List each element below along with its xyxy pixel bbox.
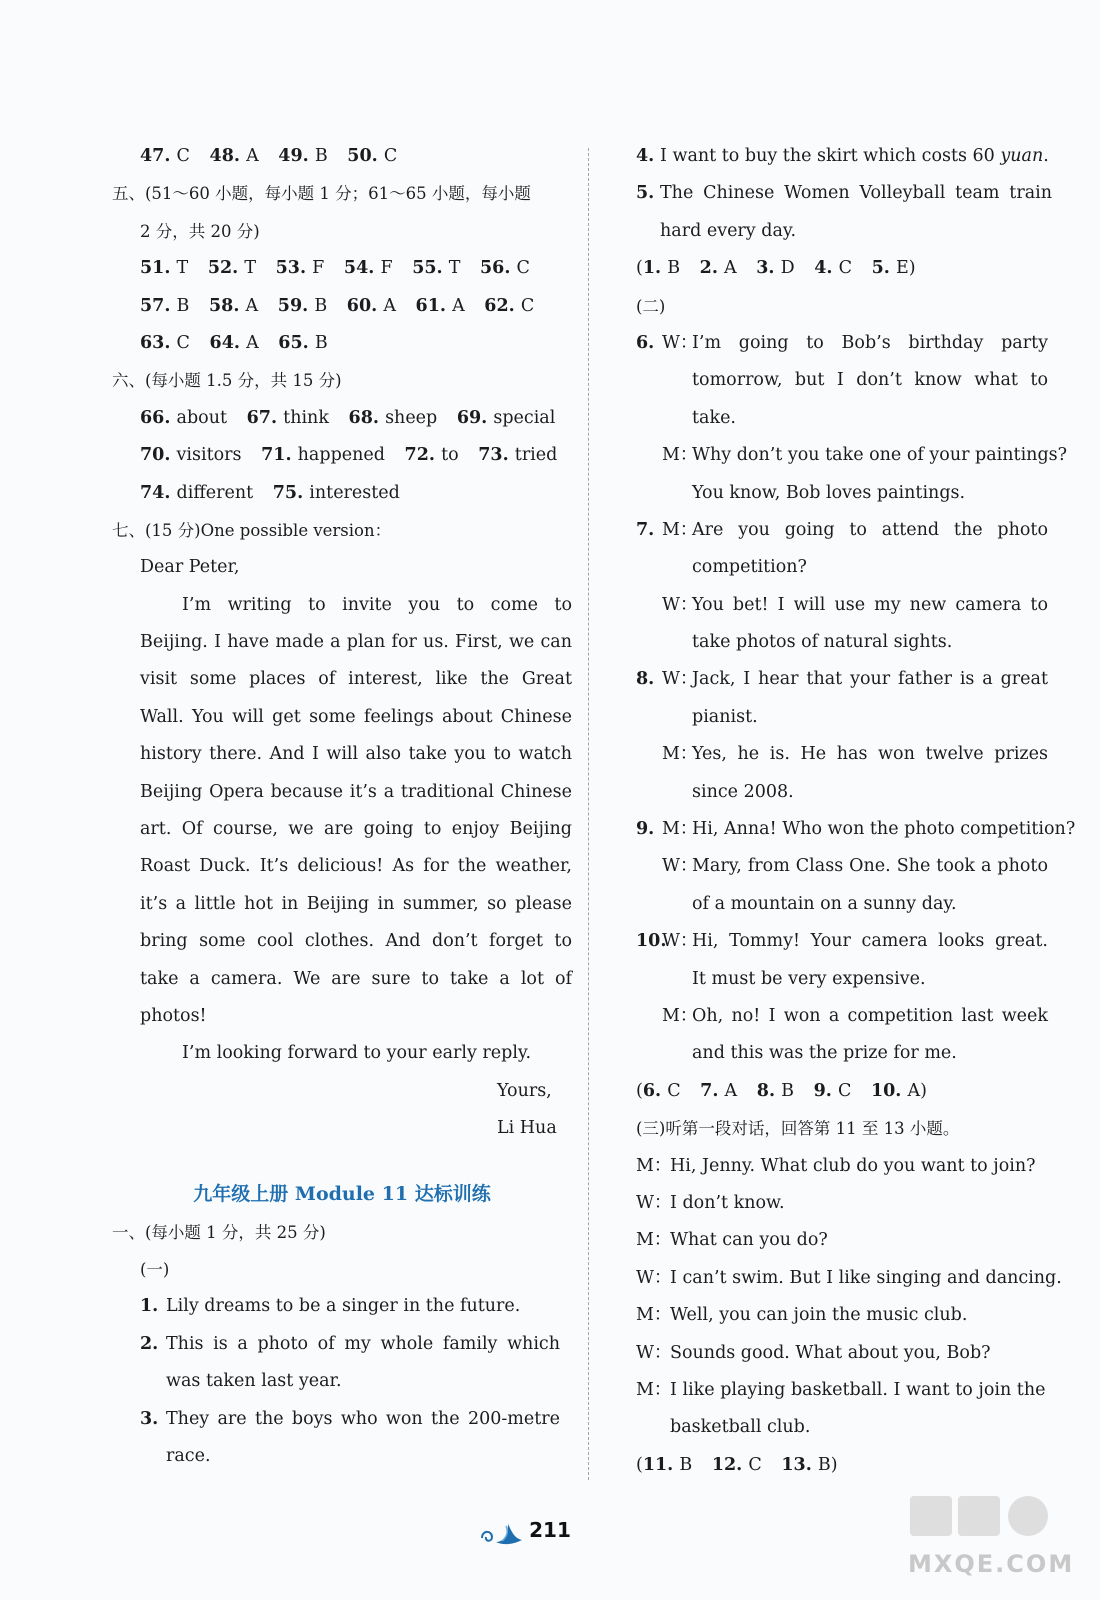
dialog-text: Hi, Anna! Who won the photo competition? (692, 819, 1076, 840)
dialog-speaker: M： (636, 1305, 672, 1326)
dialog-speaker: M： (662, 519, 698, 540)
watermark-logo (904, 1492, 1074, 1582)
dialog-line (636, 475, 1072, 512)
answer-row-74: 74. different 75. interested (140, 482, 400, 503)
letter-closing-line: I’m looking forward to your early reply. (182, 1043, 532, 1064)
dialog-speaker: M： (636, 1230, 672, 1251)
question-4: 4. I want to buy the skirt which costs 60 yuan. (636, 146, 1049, 166)
dialog-number: 9. (636, 819, 655, 840)
dialog-line (636, 512, 1072, 549)
dialog-part-3 (636, 1148, 1072, 1447)
dialog-line (636, 699, 1072, 736)
dialog-text: and this was the prize for me. (692, 1043, 957, 1064)
question-2: 2. This is a photo of my whole family which (140, 1333, 560, 1354)
dialog-speaker: M： (662, 445, 698, 466)
dialog-speaker: W： (662, 669, 698, 690)
dialog-text: It must be very expensive. (692, 968, 926, 989)
dialog-speaker: W： (662, 856, 698, 877)
watermark-text: MXQE.COM (908, 1550, 1074, 1578)
dialog-text: tomorrow, but I don’t know what to (692, 370, 1048, 391)
answer-row-70: 70. visitors 71. happened 72. to 73. tried (140, 445, 558, 466)
dialog-speaker: W： (636, 1342, 672, 1363)
dialog-text: Mary, from Class One. She took a photo (692, 856, 1048, 877)
column-divider (588, 148, 589, 1480)
dialog-line (636, 736, 1072, 773)
dialog-line (636, 961, 1072, 998)
dialog-text: Hi, Jenny. What club do you want to join? (670, 1155, 1036, 1176)
dialog-line (636, 400, 1072, 437)
page-number: 211 (529, 1518, 571, 1542)
dialog-line (636, 1409, 1072, 1446)
dialog-text: since 2008. (692, 781, 794, 802)
dialog-line (636, 1185, 1072, 1222)
dialog-speaker: M： (636, 1155, 672, 1176)
letter-line: I’m writing to invite you to come to (182, 594, 572, 615)
letter-line: Beijing Opera because it’s a traditional Chinese (140, 781, 572, 802)
dialog-line (636, 624, 1072, 661)
dialog-speaker: W： (636, 1267, 672, 1288)
dialog-line (636, 998, 1072, 1035)
dialog-part-2 (636, 325, 1076, 1073)
dialog-text: Why don’t you take one of your paintings? (692, 445, 1068, 466)
dialog-text: What can you do? (670, 1230, 828, 1251)
dialog-text: I like playing basketball. I want to join the (670, 1379, 1046, 1400)
dialog-line (636, 1372, 1072, 1409)
letter-line: bring some cool clothes. And don’t forget to (140, 931, 572, 952)
dialog-text: of a mountain on a sunny day. (692, 893, 957, 914)
question-5: 5. The Chinese Women Volleyball team train (636, 183, 1052, 204)
dialog-speaker: W： (636, 1192, 672, 1213)
question-5-cont: hard every day. (660, 220, 797, 241)
dialog-number: 8. (636, 669, 655, 690)
dialog-speaker: M： (662, 744, 698, 765)
dialog-text: Oh, no! I won a competition last week (692, 1005, 1048, 1026)
dialog-line (636, 848, 1072, 885)
dialog-number: 10. (636, 931, 667, 952)
dialog-text: Yes, he is. He has won twelve prizes (692, 744, 1048, 765)
letter-line: history there. And I will also take you to watch (140, 744, 572, 765)
dialog-line (636, 437, 1072, 474)
dialog-speaker: W： (662, 594, 698, 615)
letter-line: Roast Duck. It’s delicious! As for the weather, (140, 856, 572, 877)
section-6-heading: 六、(每小题 1.5 分，共 15 分) (112, 371, 342, 391)
dialog-text: basketball club. (670, 1417, 811, 1438)
dialog-speaker: M： (662, 819, 698, 840)
part-2-label: (二) (636, 296, 666, 316)
letter-signature: Li Hua (497, 1118, 557, 1139)
question-3: 3. They are the boys who won the 200-metre (140, 1408, 560, 1429)
dialog-text: I’m going to Bob’s birthday party (692, 332, 1048, 353)
letter-line: Beijing. I have made a plan for us. First, we can (140, 632, 572, 653)
dialog-speaker: W： (662, 931, 698, 952)
part-3-label: (三)听第一段对话，回答第 11 至 13 小题。 (636, 1119, 960, 1139)
section-7-heading: 七、(15 分)One possible version： (112, 520, 392, 540)
answers-part-2: (6. C 7. A 8. B 9. C 10. A) (636, 1080, 927, 1101)
answers-part-3: (11. B 12. C 13. B) (636, 1454, 838, 1475)
answer-row-51: 51. T 52. T 53. F 54. F 55. T 56. C (140, 258, 530, 279)
dialog-speaker: W： (662, 332, 698, 353)
dialog-text: Well, you can join the music club. (670, 1305, 968, 1326)
dialog-line (636, 325, 1072, 362)
dialog-line (636, 923, 1072, 960)
dialog-speaker: M： (662, 1005, 698, 1026)
dialog-text: I don’t know. (670, 1192, 785, 1213)
letter-salutation: Dear Peter, (140, 557, 240, 578)
dialog-line (636, 549, 1072, 586)
section-5-heading-cont: 2 分，共 20 分) (140, 221, 260, 241)
answer-row-66: 66. about 67. think 68. sheep 69. special (140, 407, 556, 428)
dialog-speaker: M： (636, 1379, 672, 1400)
left-column (112, 138, 572, 1475)
dialog-text: You bet! I will use my new camera to (692, 594, 1048, 615)
dialog-text: take photos of natural sights. (692, 632, 953, 653)
dialog-line (636, 1222, 1072, 1259)
answer-row-57: 57. B 58. A 59. B 60. A 61. A 62. C (140, 295, 535, 316)
dialog-line (636, 886, 1072, 923)
dialog-text: take. (692, 407, 736, 428)
letter-line: visit some places of interest, like the Great (140, 669, 572, 690)
letter-signoff: Yours, (497, 1080, 552, 1101)
dialog-text: Are you going to attend the photo (692, 519, 1048, 540)
module-title: 九年级上册 Module 11 达标训练 (193, 1182, 491, 1205)
dialog-line (636, 1335, 1072, 1372)
answer-row-63: 63. C 64. A 65. B (140, 332, 328, 353)
letter-line: Wall. You will get some feelings about Chinese (140, 706, 572, 727)
dialog-line (636, 1297, 1072, 1334)
answer-row-47: 47. C 48. A 49. B 50. C (140, 146, 398, 166)
dialog-text: competition? (692, 557, 807, 578)
dialog-number: 7. (636, 519, 655, 540)
letter-line: art. Of course, we are going to enjoy Beijing (140, 819, 572, 840)
dialog-line (636, 1148, 1072, 1185)
dialog-text: Sounds good. What about you, Bob? (670, 1342, 991, 1363)
letter-line: photos! (140, 1005, 207, 1026)
right-column (636, 138, 1076, 1484)
letter-line: take a camera. We are sure to take a lot of (140, 968, 572, 989)
dialog-line (636, 1260, 1072, 1297)
dialog-line (636, 1035, 1072, 1072)
question-2-cont: was taken last year. (166, 1371, 342, 1392)
dialog-text: I can’t swim. But I like singing and dancing. (670, 1267, 1062, 1288)
answers-part-1: (1. B 2. A 3. D 4. C 5. E) (636, 258, 916, 279)
dialog-text: Hi, Tommy! Your camera looks great. (692, 931, 1048, 952)
dialog-line (636, 811, 1076, 848)
letter-line: it’s a little hot in Beijing in summer, so please (140, 893, 572, 914)
section-1-heading: 一、(每小题 1 分，共 25 分) (112, 1222, 326, 1242)
dialog-line (636, 774, 1072, 811)
part-1-label: (一) (140, 1259, 170, 1279)
dialog-line (636, 587, 1072, 624)
dialog-text: pianist. (692, 706, 758, 727)
dialog-line (636, 661, 1072, 698)
question-1: 1. Lily dreams to be a singer in the future. (140, 1296, 521, 1317)
section-5-heading: 五、(51～60 小题，每小题 1 分；61～65 小题，每小题 (112, 184, 531, 204)
question-3-cont: race. (166, 1445, 211, 1466)
dialog-text: Jack, I hear that your father is a great (692, 669, 1048, 690)
dialog-text: You know, Bob loves paintings. (692, 482, 966, 503)
dialog-line (636, 362, 1072, 399)
dialog-number: 6. (636, 332, 655, 353)
